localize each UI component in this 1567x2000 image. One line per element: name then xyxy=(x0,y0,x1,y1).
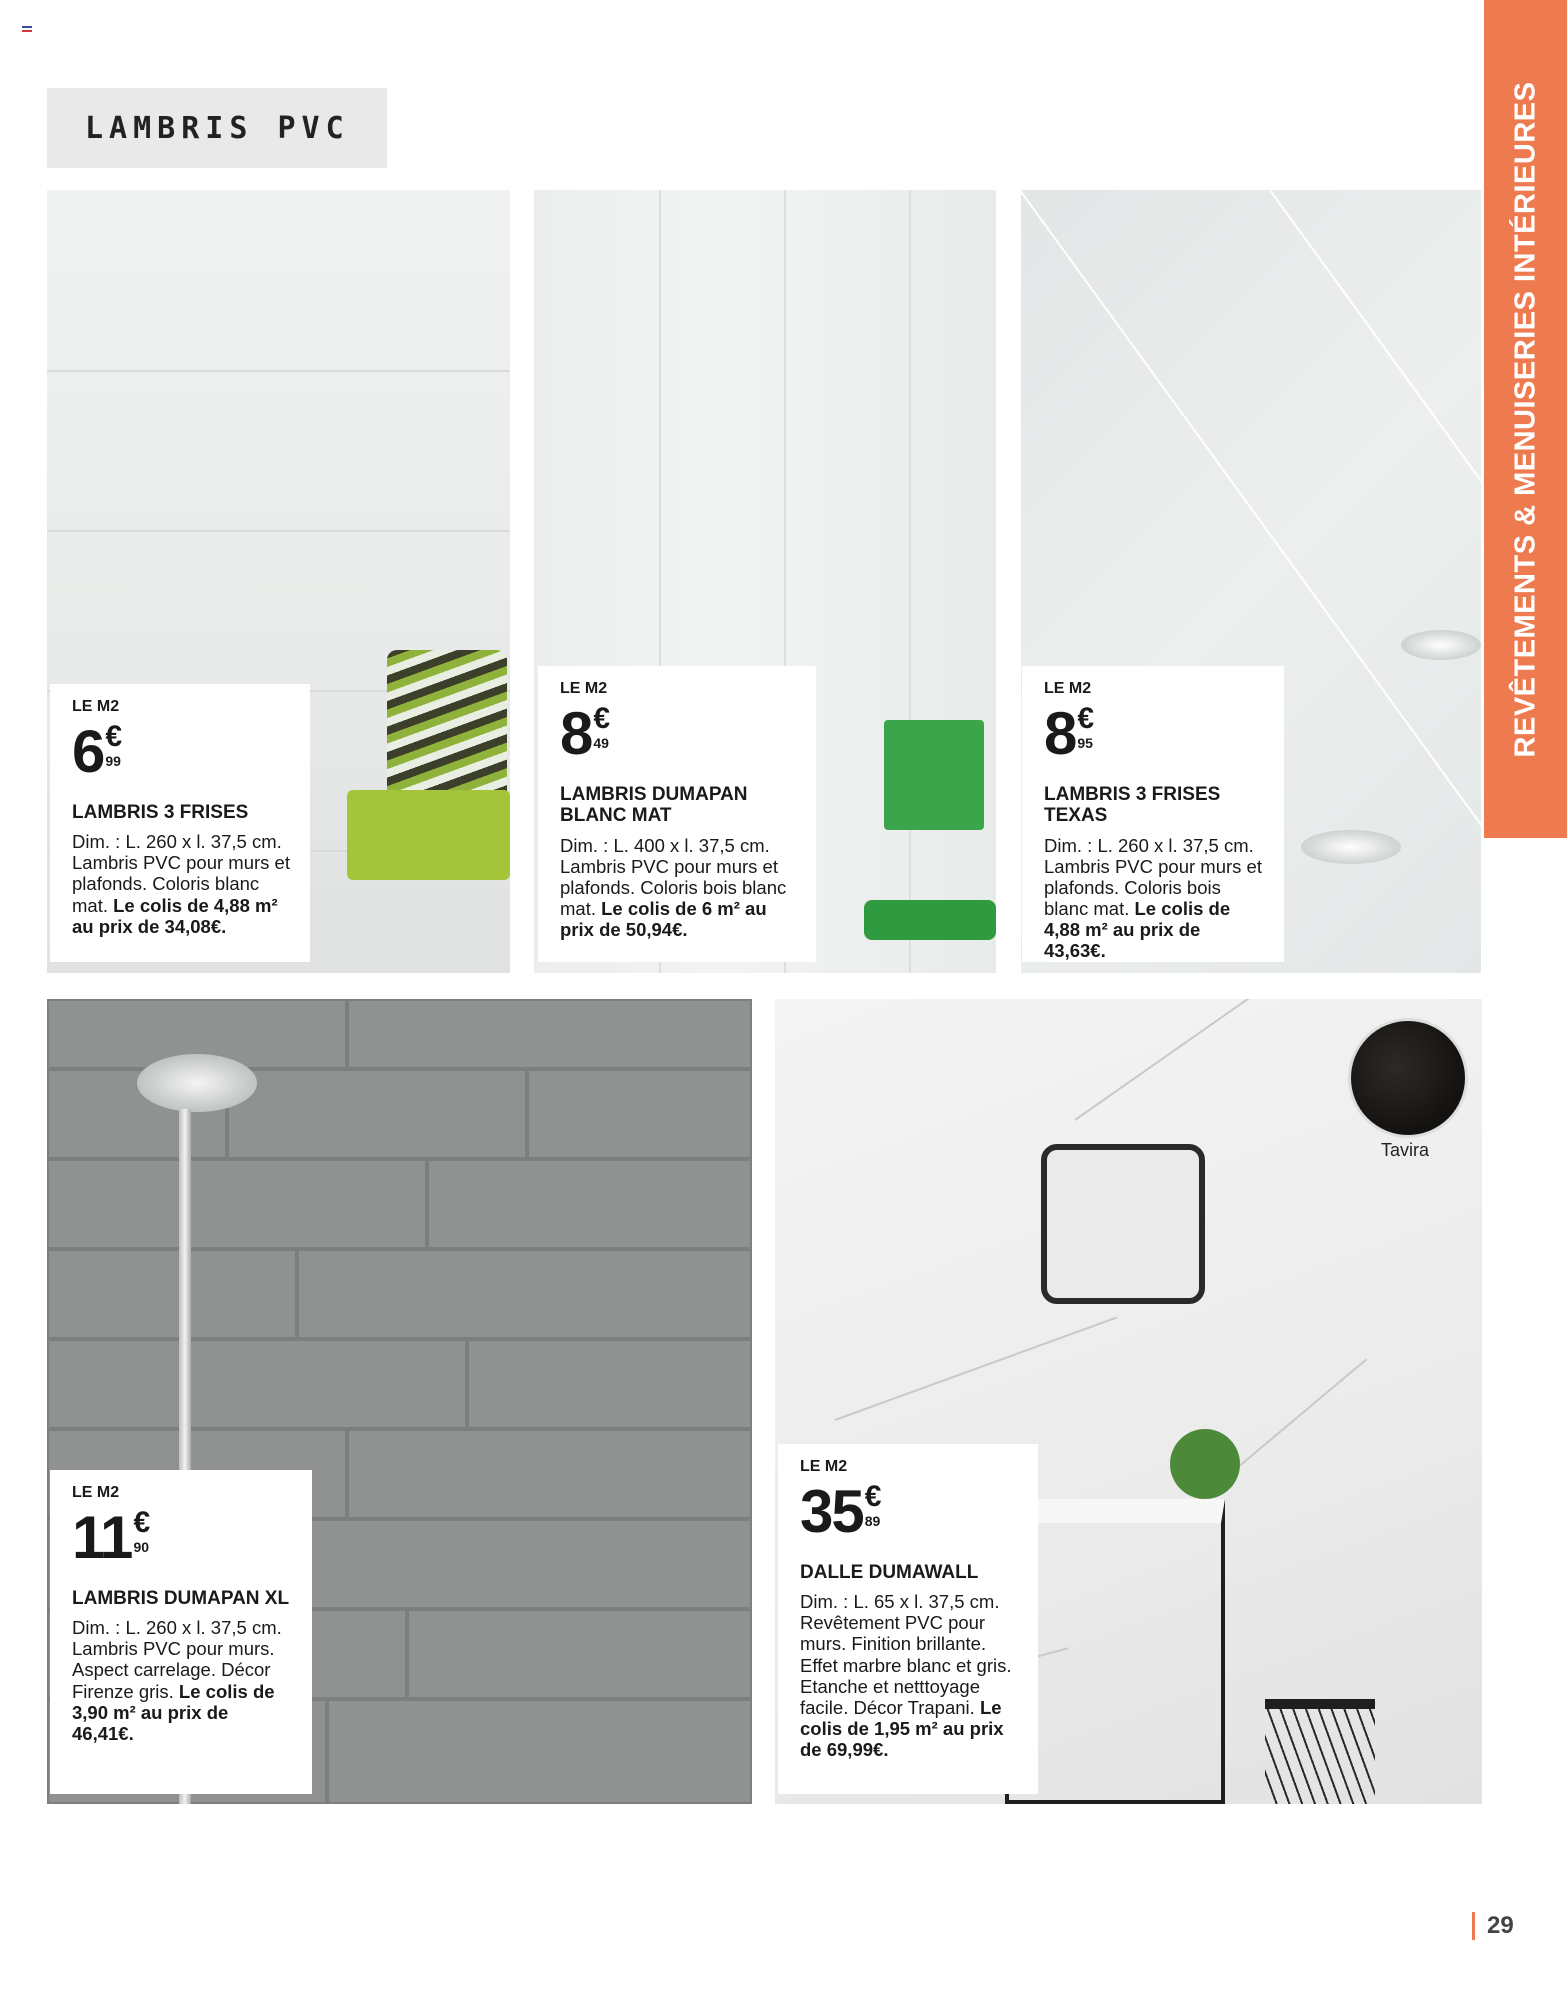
price-integer: 8 xyxy=(560,700,592,767)
price-currency: € xyxy=(105,720,123,753)
price-cents: 49 xyxy=(593,735,609,751)
price-card-lambris-3-frises-texas xyxy=(1022,666,1284,962)
product-description: Dim. : L. 260 x l. 37,5 cm. Lambris PVC pour murs. Aspect carrelage. Décor Firenze gris. Le colis de 3,90 m² au prix de 46,41€. xyxy=(72,1617,282,1744)
price-unit: LE M2 xyxy=(560,680,608,697)
product-package-price: Le colis de 1,95 m² au prix de 69,99€. xyxy=(800,1696,1004,1760)
price-card-lambris-3-frises xyxy=(50,684,310,962)
price-currency: € xyxy=(133,1506,151,1539)
price-integer: 11 xyxy=(72,1504,132,1571)
price-unit: LE M2 xyxy=(72,698,120,715)
price xyxy=(72,718,290,785)
product-package-price: Le colis de 4,88 m² au prix de 43,63€. xyxy=(1044,897,1231,961)
shower-head-icon xyxy=(137,1054,257,1112)
price-cents: 90 xyxy=(133,1539,150,1555)
product-name: DALLE DUMAWALL xyxy=(800,1562,979,1583)
price-card-lambris-dumapan-xl xyxy=(50,1470,312,1794)
sink-stand-image xyxy=(1005,1499,1225,1804)
price xyxy=(72,1504,292,1571)
price-integer: 8 xyxy=(1044,700,1076,767)
category-side-tab-label: REVÊTEMENTS & MENUISERIES INTÉRIEURES xyxy=(1509,81,1541,757)
table-image xyxy=(297,890,510,973)
price-integer: 6 xyxy=(72,718,104,785)
price-currency: € xyxy=(593,702,611,735)
brand-logo-icon xyxy=(22,26,32,34)
price xyxy=(560,700,796,767)
section-title: LAMBRIS PVC xyxy=(47,88,387,168)
product-description: Dim. : L. 260 x l. 37,5 cm. Lambris PVC pour murs et plafonds. Coloris bois blanc mat. Le colis de 4,88 m² au prix de 43,63€. xyxy=(1044,834,1262,961)
price xyxy=(800,1478,1018,1545)
spotlight-icon xyxy=(1301,830,1401,864)
price-currency: € xyxy=(864,1480,882,1513)
price-integer: 35 xyxy=(800,1478,863,1545)
price-cents: 99 xyxy=(105,753,121,769)
product-package-price: Le colis de 3,90 m² au prix de 46,41€. xyxy=(72,1680,275,1744)
green-seat-image xyxy=(347,790,510,880)
product-description: Dim. : L. 400 x l. 37,5 cm. Lambris PVC pour murs et plafonds. Coloris bois blanc mat. Le colis de 6 m² au prix de 50,94€. xyxy=(560,834,787,940)
price-cents: 95 xyxy=(1077,735,1093,751)
swatch-tavira xyxy=(1348,1018,1468,1138)
swatch-label: Tavira xyxy=(1380,1140,1429,1160)
price-card-lambris-dumapan-blanc-mat xyxy=(538,666,816,962)
category-side-tab xyxy=(1484,0,1567,838)
product-description: Dim. : L. 65 x l. 37,5 cm. Revêtement PVC pour murs. Finition brillante. Effet marbre blanc et gris. Etanche et netttoyage facile. Décor Trapani. Le colis de 1,95 m² au prix de 69,99€. xyxy=(800,1591,1012,1760)
price-unit: LE M2 xyxy=(1044,680,1092,697)
product-package-price: Le colis de 4,88 m² au prix de 34,08€. xyxy=(72,894,278,937)
product-name: LAMBRIS DUMAPAN XL xyxy=(72,1588,290,1609)
cushion-image xyxy=(387,650,507,800)
price-unit: LE M2 xyxy=(72,1484,120,1501)
mirror-image xyxy=(1041,1144,1205,1304)
page-number: 29 xyxy=(1472,1912,1514,1940)
spotlight-icon xyxy=(1401,630,1481,660)
price-cents: 89 xyxy=(864,1513,881,1529)
green-chair-image xyxy=(864,720,996,973)
plant-image xyxy=(1170,1429,1240,1499)
side-table-image xyxy=(1265,1699,1375,1804)
price xyxy=(1044,700,1264,767)
price-currency: € xyxy=(1077,702,1095,735)
product-name: LAMBRIS DUMAPAN BLANC MAT xyxy=(560,784,748,827)
product-name: LAMBRIS 3 FRISES xyxy=(72,802,249,823)
price-unit: LE M2 xyxy=(800,1458,848,1475)
product-description: Dim. : L. 260 x l. 37,5 cm. Lambris PVC pour murs et plafonds. Coloris blanc mat. Le colis de 4,88 m² au prix de 34,08€. xyxy=(72,831,290,937)
product-package-price: Le colis de 6 m² au prix de 50,94€. xyxy=(560,897,767,940)
price-card-dalle-dumawall xyxy=(778,1444,1038,1794)
product-name: LAMBRIS 3 FRISES TEXAS xyxy=(1044,784,1221,827)
